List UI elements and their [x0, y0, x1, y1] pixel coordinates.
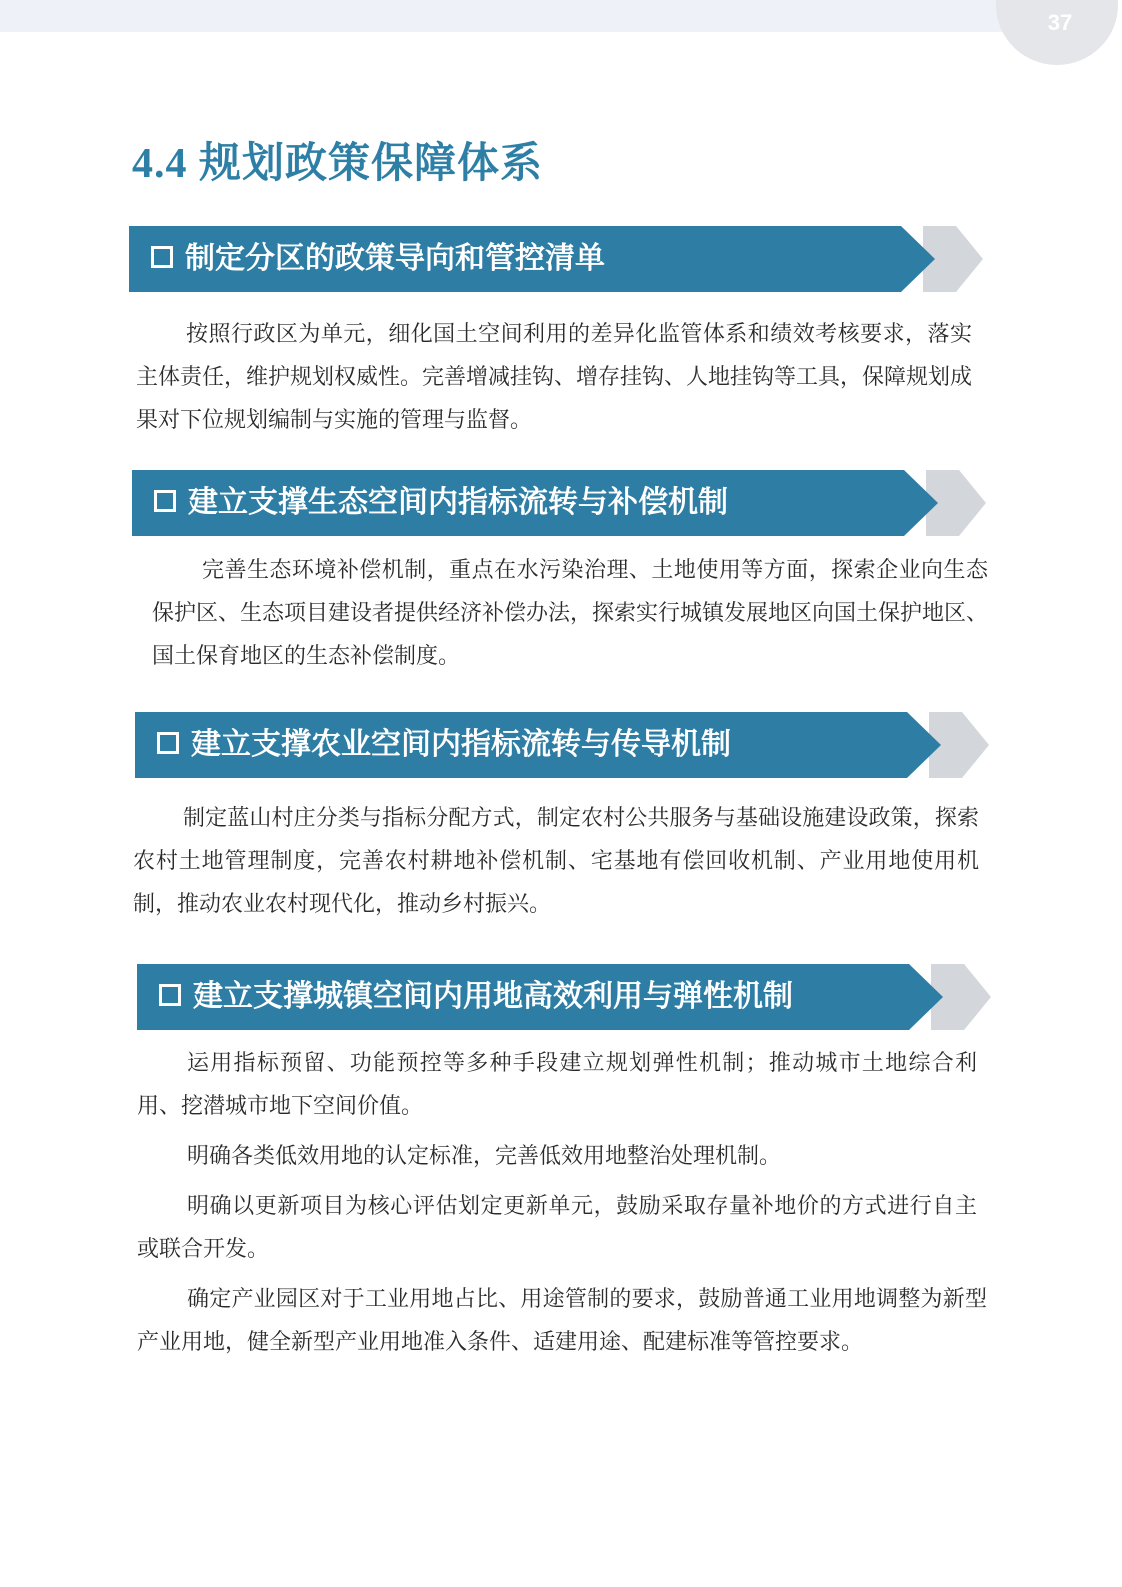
page-title: 4.4 规划政策保障体系 — [132, 141, 544, 187]
checkbox-square-icon — [159, 984, 181, 1006]
body-paragraph: 按照行政区为单元，细化国土空间利用的差异化监管体系和绩效考核要求，落实主体责任，维护规划权威性。完善增减挂钩、增存挂钩、人地挂钩等工具，保障规划成果对下位规划编制与实施的管理与监督。 — [136, 322, 973, 433]
section-heading-text: 建立支撑生态空间内指标流转与补偿机制 — [188, 485, 728, 520]
section-banner-1 — [129, 226, 989, 292]
body-paragraph: 完善生态环境补偿机制，重点在水污染治理、土地使用等方面，探索企业向生态保护区、生态项目建设者提供经济补偿办法，探索实行城镇发展地区向国土保护地区、国土保育地区的生态补偿制度。 — [152, 558, 989, 669]
section-heading-text: 建立支撑城镇空间内用地高效利用与弹性机制 — [193, 979, 793, 1014]
body-paragraph: 明确各类低效用地的认定标准，完善低效用地整治处理机制。 — [187, 1144, 782, 1169]
checkbox-square-icon — [151, 246, 173, 268]
section-banner-3 — [135, 712, 995, 778]
section-heading — [151, 226, 605, 292]
checkbox-square-icon — [154, 490, 176, 512]
checkbox-square-icon — [157, 732, 179, 754]
body-paragraph: 制定蓝山村庄分类与指标分配方式，制定农村公共服务与基础设施建设政策，探索农村土地管理制度，完善农村耕地补偿机制、宅基地有偿回收机制、产业用地使用机制，推动农业农村现代化，推动乡村振兴。 — [133, 806, 979, 917]
body-paragraph: 确定产业园区对于工业用地占比、用途管制的要求，鼓励普通工业用地调整为新型产业用地，健全新型产业用地准入条件、适建用途、配建标准等管控要求。 — [137, 1287, 987, 1355]
section-heading — [159, 964, 793, 1030]
section-heading — [157, 712, 731, 778]
section-banner-4 — [137, 964, 997, 1030]
header-band — [0, 0, 1060, 32]
body-paragraph: 运用指标预留、功能预控等多种手段建立规划弹性机制；推动城市土地综合利用、挖潜城市地下空间价值。 — [137, 1051, 977, 1119]
section-heading-text: 建立支撑农业空间内指标流转与传导机制 — [191, 727, 731, 762]
body-paragraph: 明确以更新项目为核心评估划定更新单元，鼓励采取存量补地价的方式进行自主或联合开发。 — [137, 1194, 977, 1262]
page-number: 37 — [1047, 10, 1073, 35]
section-heading — [154, 470, 728, 536]
section-heading-text: 制定分区的政策导向和管控清单 — [185, 241, 605, 276]
section-banner-2 — [132, 470, 992, 536]
